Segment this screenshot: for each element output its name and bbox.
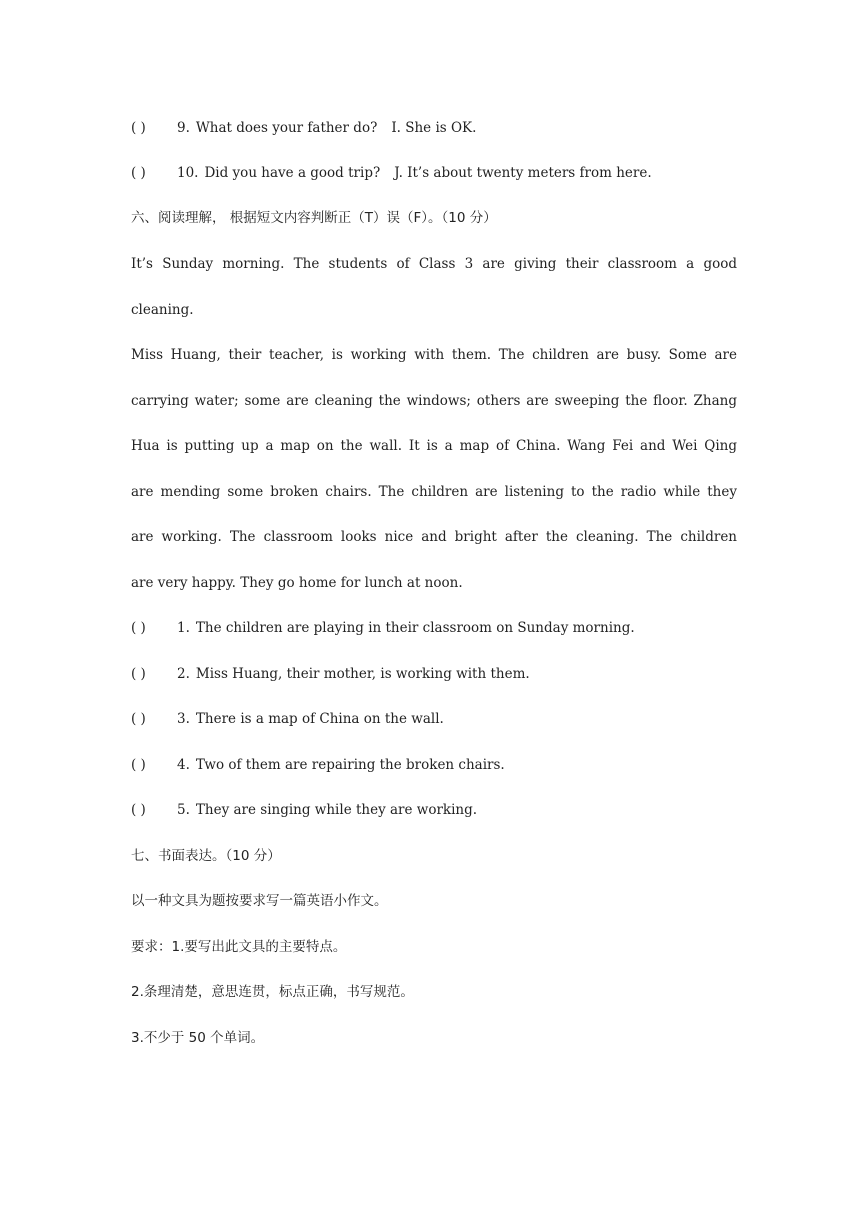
item-number: 9. [177, 120, 190, 136]
question-text: What does your father do? [195, 120, 378, 136]
tf-question-4 [131, 755, 737, 775]
matching-item-9 [131, 118, 737, 138]
question-text: Miss Huang, their mother, is working with them. [195, 666, 530, 682]
tf-question-3 [131, 709, 737, 729]
answer-option: J. It’s about twenty meters from here. [394, 165, 652, 181]
item-number: 4. [177, 757, 190, 773]
answer-blank[interactable]: ( ) [131, 165, 146, 181]
requirement-item: 2.条理清楚，意思连贯，标点正确，书写规范。 [131, 984, 414, 1000]
question-text: Two of them are repairing the broken chairs. [195, 757, 505, 773]
question-text: Did you have a good trip? [204, 165, 381, 181]
answer-blank[interactable]: ( ) [131, 620, 146, 636]
passage-line: are very happy. They go home for lunch at noon. [131, 575, 463, 591]
item-number: 3. [177, 711, 190, 727]
tf-question-2 [131, 664, 737, 684]
passage-line: are mending some broken chairs. The children are listening to the radio while they [131, 484, 737, 500]
item-number: 5. [177, 802, 190, 818]
answer-blank[interactable]: ( ) [131, 802, 146, 818]
answer-blank[interactable]: ( ) [131, 711, 146, 727]
answer-option: I. She is OK. [391, 120, 477, 136]
question-text: The children are playing in their classroom on Sunday morning. [195, 620, 635, 636]
question-text: There is a map of China on the wall. [195, 711, 444, 727]
answer-blank[interactable]: ( ) [131, 666, 146, 682]
passage-line: cleaning. [131, 302, 194, 318]
matching-item-10 [131, 163, 737, 183]
passage-line: It’s Sunday morning. The students of Class 3 are giving their classroom a good [131, 256, 737, 272]
question-text: They are singing while they are working. [195, 802, 478, 818]
section-6-title: 六、阅读理解， 根据短文内容判断正（T）误（F）。（10 分） [131, 210, 497, 226]
requirement-item: 要求：1.要写出此文具的主要特点。 [131, 939, 347, 955]
answer-blank[interactable]: ( ) [131, 757, 146, 773]
passage-line: are working. The classroom looks nice and bright after the cleaning. The children [131, 529, 737, 545]
passage-line: carrying water; some are cleaning the windows; others are sweeping the floor. Zhang [131, 393, 737, 409]
passage-line: Miss Huang, their teacher, is working with them. The children are busy. Some are [131, 347, 737, 363]
section-7-title: 七、书面表达。（10 分） [131, 848, 281, 864]
item-number: 10. [177, 165, 199, 181]
item-number: 2. [177, 666, 190, 682]
item-number: 1. [177, 620, 190, 636]
answer-blank[interactable]: ( ) [131, 120, 146, 136]
requirement-item: 3.不少于 50 个单词。 [131, 1030, 265, 1046]
tf-question-5 [131, 800, 737, 820]
passage-line: Hua is putting up a map on the wall. It is a map of China. Wang Fei and Wei Qing [131, 438, 737, 454]
writing-instruction: 以一种文具为题按要求写一篇英语小作文。 [131, 893, 388, 909]
tf-question-1 [131, 618, 737, 638]
